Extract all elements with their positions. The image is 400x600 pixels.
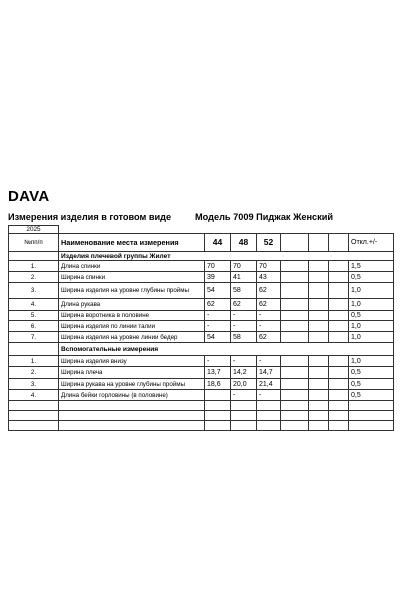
- section1-body: [9, 261, 394, 343]
- size-value: 62: [231, 299, 257, 311]
- size-value: -: [257, 356, 281, 367]
- row-number: 3.: [9, 379, 59, 390]
- size-value: 58: [231, 332, 257, 343]
- row-name: Ширина рукава на уровне глубины проймы: [59, 379, 205, 390]
- empty-row: [9, 421, 394, 431]
- tolerance-value: 0,5: [349, 272, 394, 283]
- size-value: 14,2: [231, 367, 257, 379]
- table-row: [9, 390, 394, 401]
- size-value: -: [205, 311, 231, 321]
- size-value: -: [257, 311, 281, 321]
- row-name: Длина рукава: [59, 299, 205, 311]
- size-value: 62: [205, 299, 231, 311]
- size-value: -: [257, 321, 281, 332]
- tolerance-value: 1,0: [349, 356, 394, 367]
- row-name: Ширина изделия на уровне глубины проймы: [59, 283, 205, 299]
- row-name: Ширина плеча: [59, 367, 205, 379]
- tolerance-value: 0,5: [349, 390, 394, 401]
- size-value: 13,7: [205, 367, 231, 379]
- size-value: 70: [257, 261, 281, 272]
- tolerance-value: 1,0: [349, 321, 394, 332]
- row-number: 1.: [9, 356, 59, 367]
- size-value: 62: [257, 332, 281, 343]
- size-value: 62: [257, 283, 281, 299]
- size-value: 54: [205, 283, 231, 299]
- tolerance-value: 0,5: [349, 367, 394, 379]
- size-value: 21,4: [257, 379, 281, 390]
- table-row: [9, 283, 394, 299]
- size-value: -: [231, 356, 257, 367]
- row-number: 4.: [9, 390, 59, 401]
- size-value: -: [231, 321, 257, 332]
- empty-rows: [9, 401, 394, 431]
- row-number: 1.: [9, 261, 59, 272]
- year-row: [9, 226, 394, 234]
- tolerance-value: 1,0: [349, 332, 394, 343]
- size-value: -: [231, 311, 257, 321]
- size-header: 44: [205, 234, 231, 252]
- section-title: Вспомогательные измерения: [59, 343, 394, 356]
- model-title: Модель 7009 Пиджак Женский: [195, 212, 334, 222]
- size-value: -: [231, 390, 257, 401]
- num-header: №пп/п: [9, 234, 59, 252]
- row-name: Ширина изделия по линии талии: [59, 321, 205, 332]
- tolerance-value: 0,5: [349, 379, 394, 390]
- tolerance-header: Откл.+/-: [349, 234, 394, 252]
- size-value: 43: [257, 272, 281, 283]
- row-name: Ширина изделия внизу: [59, 356, 205, 367]
- row-name: Ширина спинки: [59, 272, 205, 283]
- size-value: 20,0: [231, 379, 257, 390]
- size-value: -: [205, 356, 231, 367]
- name-header: Наименование места измерения: [59, 234, 205, 252]
- table-row: [9, 261, 394, 272]
- row-number: 2.: [9, 272, 59, 283]
- tolerance-value: 1,5: [349, 261, 394, 272]
- size-value: 62: [257, 299, 281, 311]
- table-row: [9, 321, 394, 332]
- brand-title: DAVA: [8, 188, 50, 205]
- size-value: [205, 390, 231, 401]
- size-value: 70: [205, 261, 231, 272]
- table-row: [9, 367, 394, 379]
- size-value: 39: [205, 272, 231, 283]
- row-number: 3.: [9, 283, 59, 299]
- empty-row: [9, 401, 394, 411]
- row-name: Ширина воротника в половине: [59, 311, 205, 321]
- size-value: 70: [231, 261, 257, 272]
- size-header: 52: [257, 234, 281, 252]
- size-value: 54: [205, 332, 231, 343]
- row-number: 7.: [9, 332, 59, 343]
- section2-body: [9, 356, 394, 401]
- empty-row: [9, 411, 394, 421]
- table-row: [9, 356, 394, 367]
- row-number: 4.: [9, 299, 59, 311]
- row-number: 5.: [9, 311, 59, 321]
- size-value: 41: [231, 272, 257, 283]
- measurements-table: [8, 225, 394, 431]
- table-row: [9, 311, 394, 321]
- row-name: Длина спинки: [59, 261, 205, 272]
- tolerance-value: 1,0: [349, 299, 394, 311]
- document-subtitle: Измерения изделия в готовом виде: [8, 212, 172, 222]
- section-row: [9, 252, 394, 261]
- table-row: [9, 332, 394, 343]
- size-value: -: [257, 390, 281, 401]
- tolerance-value: 0,5: [349, 311, 394, 321]
- row-name: Длина бейки горловины (в половине): [59, 390, 205, 401]
- size-value: -: [205, 321, 231, 332]
- section-title: Изделия плечевой группы Жилет: [59, 252, 394, 261]
- size-value: 18,6: [205, 379, 231, 390]
- table-row: [9, 272, 394, 283]
- size-value: 14,7: [257, 367, 281, 379]
- size-header: 48: [231, 234, 257, 252]
- tolerance-value: 1,0: [349, 283, 394, 299]
- table-row: [9, 299, 394, 311]
- section-row: [9, 343, 394, 356]
- size-value: 58: [231, 283, 257, 299]
- table-row: [9, 379, 394, 390]
- row-name: Ширина изделия на уровне линии бедер: [59, 332, 205, 343]
- year-cell: 2025: [9, 226, 59, 234]
- row-number: 6.: [9, 321, 59, 332]
- header-row: [9, 234, 394, 252]
- row-number: 2.: [9, 367, 59, 379]
